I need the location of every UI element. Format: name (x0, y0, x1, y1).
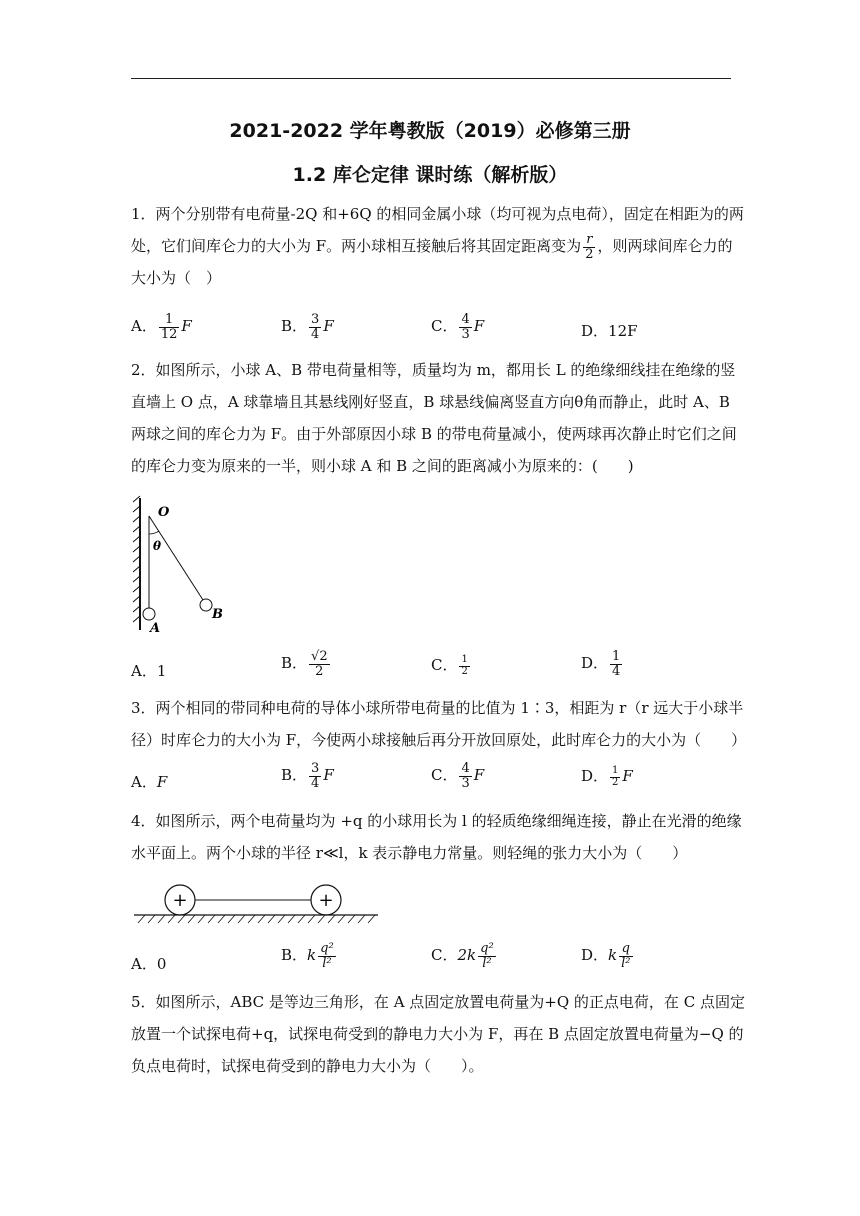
question-5-line-1: 5．如图所示，ABC 是等边三角形，在 A 点固定放置电荷量为+Q 的正点电荷，在 C 点固定 (131, 993, 745, 1011)
question-4-line-2: 水平面上。两个小球的半径 r≪l，k 表示静电力常量。则轻绳的张力大小为（ ） (131, 844, 688, 862)
fraction-r-over-2: $\frac{r}{2}$ (585, 231, 594, 262)
q1-option-c: C． $\frac{4}{3}$ F (431, 312, 485, 342)
wall-hatching (133, 496, 140, 630)
question-3-line-1: 3．两个相同的带同种电荷的导体小球所带电荷量的比值为 1∶3，相距为 r（r 远大于小球半 (131, 699, 744, 717)
question-5-line-3: 负点电荷时，试探电荷受到的静电力大小为（ ）。 (131, 1057, 484, 1075)
plus-sign-right: + (318, 890, 334, 911)
q2-option-c: C． $\frac{1}{2}$ (431, 654, 468, 677)
label-b: B (212, 607, 223, 622)
question-1-line-3: 大小为（ ） (131, 269, 222, 287)
question-1-line-2: 处，它们间库仑力的大小为 F。两小球相互接触后将其固定距离变为 $\frac{r}{2}$ ，则两球间库仑力的 (131, 231, 733, 262)
q3-option-a: A．F (131, 773, 168, 791)
question-2-line-2: 直墙上 O 点，A 球靠墙且其悬线刚好竖直，B 球悬线偏离竖直方向θ角而静止，此时 A、B (131, 393, 730, 411)
header-rule (131, 78, 731, 79)
q1-option-a: A． $\frac{1}{12}$ F (131, 312, 192, 342)
q3-option-d: D． $\frac{1}{2}$ F (581, 765, 633, 788)
q3-option-c: C． $\frac{4}{3}$ F (431, 761, 485, 791)
q4-option-c: C．2k $\frac{\text{q²}}{\text{l²}}$ (431, 941, 494, 971)
label-o: O (158, 505, 170, 520)
question-4-line-1: 4．如图所示，两个电荷量均为 +q 的小球用长为 l 的轻质绝缘细绳连接，静止在光滑的绝缘 (131, 812, 742, 830)
q4-option-b: B．k $\frac{\text{q²}}{\text{l²}}$ (281, 941, 334, 971)
q1-option-b: B． $\frac{3}{4}$ F (281, 312, 334, 342)
q4-option-d: D．k $\frac{q}{\text{l²}}$ (581, 941, 631, 971)
pendulum-figure (128, 494, 238, 634)
question-5-line-2: 放置一个试探电荷+q，试探电荷受到的静电力大小为 F，再在 B 点固定放置电荷量为−Q 的 (131, 1025, 744, 1043)
document-title: 2021-2022 学年粤教版（2019）必修第三册 (229, 120, 631, 142)
question-3 (131, 692, 747, 756)
ball-b (200, 599, 212, 611)
question-2-line-3: 两球之间的库仑力为 F。由于外部原因小球 B 的带电荷量减小，使两球再次静止时它们之间 (131, 425, 737, 443)
question-2 (131, 354, 737, 482)
document-subtitle: 1.2 库仑定律 课时练（解析版） (292, 164, 568, 186)
q2-option-d: D． $\frac{1}{4}$ (581, 649, 621, 679)
string-b (149, 516, 203, 600)
q2-option-a: A．1 (131, 662, 167, 680)
question-1 (131, 198, 744, 294)
question-1-line-1: 1．两个分别带有电荷量-2Q 和+6Q 的相同金属小球（均可视为点电荷），固定在相距为的两 (131, 205, 744, 223)
plus-sign-left: + (172, 890, 188, 911)
q3-option-b: B． $\frac{3}{4}$ F (281, 761, 334, 791)
label-theta: θ (153, 539, 162, 553)
ground-surface (134, 915, 378, 923)
question-2-line-4: 的库仑力变为原来的一半，则小球 A 和 B 之间的距离减小为原来的：( ) (131, 457, 634, 475)
q4-option-a: A．0 (131, 955, 167, 973)
q1-option-d: D．12F (581, 322, 638, 340)
question-2-line-1: 2．如图所示，小球 A、B 带电荷量相等，质量均为 m，都用长 L 的绝缘细线挂在绝缘的竖 (131, 361, 736, 379)
q2-option-b: B． $\frac{√2}{2}$ (281, 649, 328, 679)
label-a: A (150, 621, 161, 634)
question-4 (131, 805, 742, 869)
angle-arc (149, 531, 159, 534)
two-charges-figure (130, 880, 380, 926)
ball-a (143, 608, 155, 620)
question-3-line-2: 径）时库仑力的大小为 F，今使两小球接触后再分开放回原处，此时库仑力的大小为（ ） (131, 731, 747, 749)
question-5 (131, 986, 745, 1082)
